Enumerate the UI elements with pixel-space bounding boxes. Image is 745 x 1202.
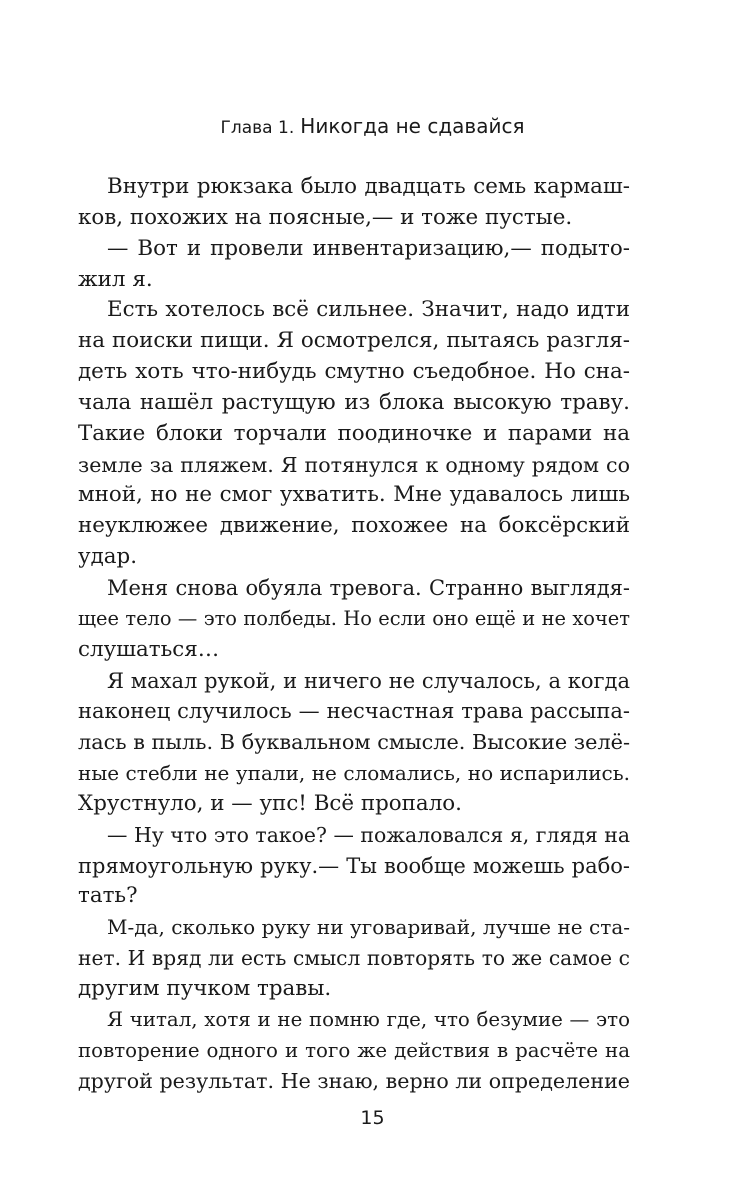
text-line: мной, но не смог ухватить. Мне удавалось лишь — [78, 482, 630, 508]
text-line: другой результат. Не знаю, верно ли определение — [78, 1069, 630, 1094]
text-line: Я читал, хотя и не помню где, что безумие — это — [107, 1007, 630, 1031]
chapter-title: Никогда не сдавайся — [300, 114, 525, 138]
text-line: Есть хотелось всё сильнее. Значит, надо идти — [107, 297, 630, 323]
text-line: слушаться… — [78, 636, 220, 662]
text-line: жил я. — [78, 266, 153, 292]
text-line: повторение одного и того же действия в расчёте на — [78, 1038, 630, 1062]
running-head — [0, 114, 745, 140]
body-text — [78, 172, 630, 1097]
page-number: 15 — [360, 1107, 385, 1129]
paragraph — [78, 172, 630, 234]
paragraph — [78, 234, 630, 296]
paragraph — [78, 1005, 630, 1098]
text-line: Внутри рюкзака было двадцать семь кармаш- — [107, 174, 630, 199]
text-line: прямоугольную руку.— Ты вообще можешь рабо- — [78, 853, 630, 878]
text-line: удар. — [78, 544, 138, 570]
text-line: деть хоть что-нибудь смутно съедобное. Но сна- — [78, 359, 630, 385]
text-line: чала нашёл растущую из блока высокую траву. — [78, 389, 630, 415]
paragraph — [78, 820, 630, 913]
text-line: Такие блоки торчали поодиночке и парами на — [78, 420, 630, 446]
text-line: неуклюжее движение, похожее на боксёрский — [78, 513, 630, 539]
text-line: Хрустнуло, и — упс! Всё пропало. — [78, 790, 462, 816]
text-line: наконец случилось — несчастная трава рассыпа- — [78, 699, 630, 724]
paragraph — [78, 295, 630, 573]
text-line: — Ну что это такое? — пожаловался я, глядя на — [107, 822, 630, 847]
chapter-number: Глава 1. — [220, 118, 295, 138]
text-line: нет. И вряд ли есть смысл повторять то же самое с — [78, 946, 630, 971]
text-line: М-да, сколько руку ни уговаривай, лучше не ста- — [107, 915, 630, 940]
text-line: Меня снова обуяла тревога. Странно выглядя- — [107, 575, 630, 600]
text-line: щее тело — это полбеды. Но если оно ещё и не хочет — [78, 606, 630, 630]
text-line: тать? — [78, 883, 138, 909]
paragraph — [78, 666, 630, 820]
text-line: Я махал рукой, и ничего не случалось, а когда — [107, 668, 630, 693]
text-line: лась в пыль. В буквальном смысле. Высокие зелё- — [78, 730, 630, 755]
text-line: другим пучком травы. — [78, 975, 332, 1001]
paragraph — [78, 573, 630, 666]
text-line: — Вот и провели инвентаризацию,— подыто- — [107, 235, 630, 261]
text-line: земле за пляжем. Я потянулся к одному рядом со — [78, 452, 630, 477]
text-line: на поиски пищи. Я осмотрелся, пытаясь разгля- — [78, 328, 630, 354]
paragraph — [78, 912, 630, 1005]
text-line: ные стебли не упали, не сломались, но испарились. — [78, 761, 630, 786]
text-line: ков, похожих на поясные,— и тоже пустые. — [78, 204, 573, 230]
